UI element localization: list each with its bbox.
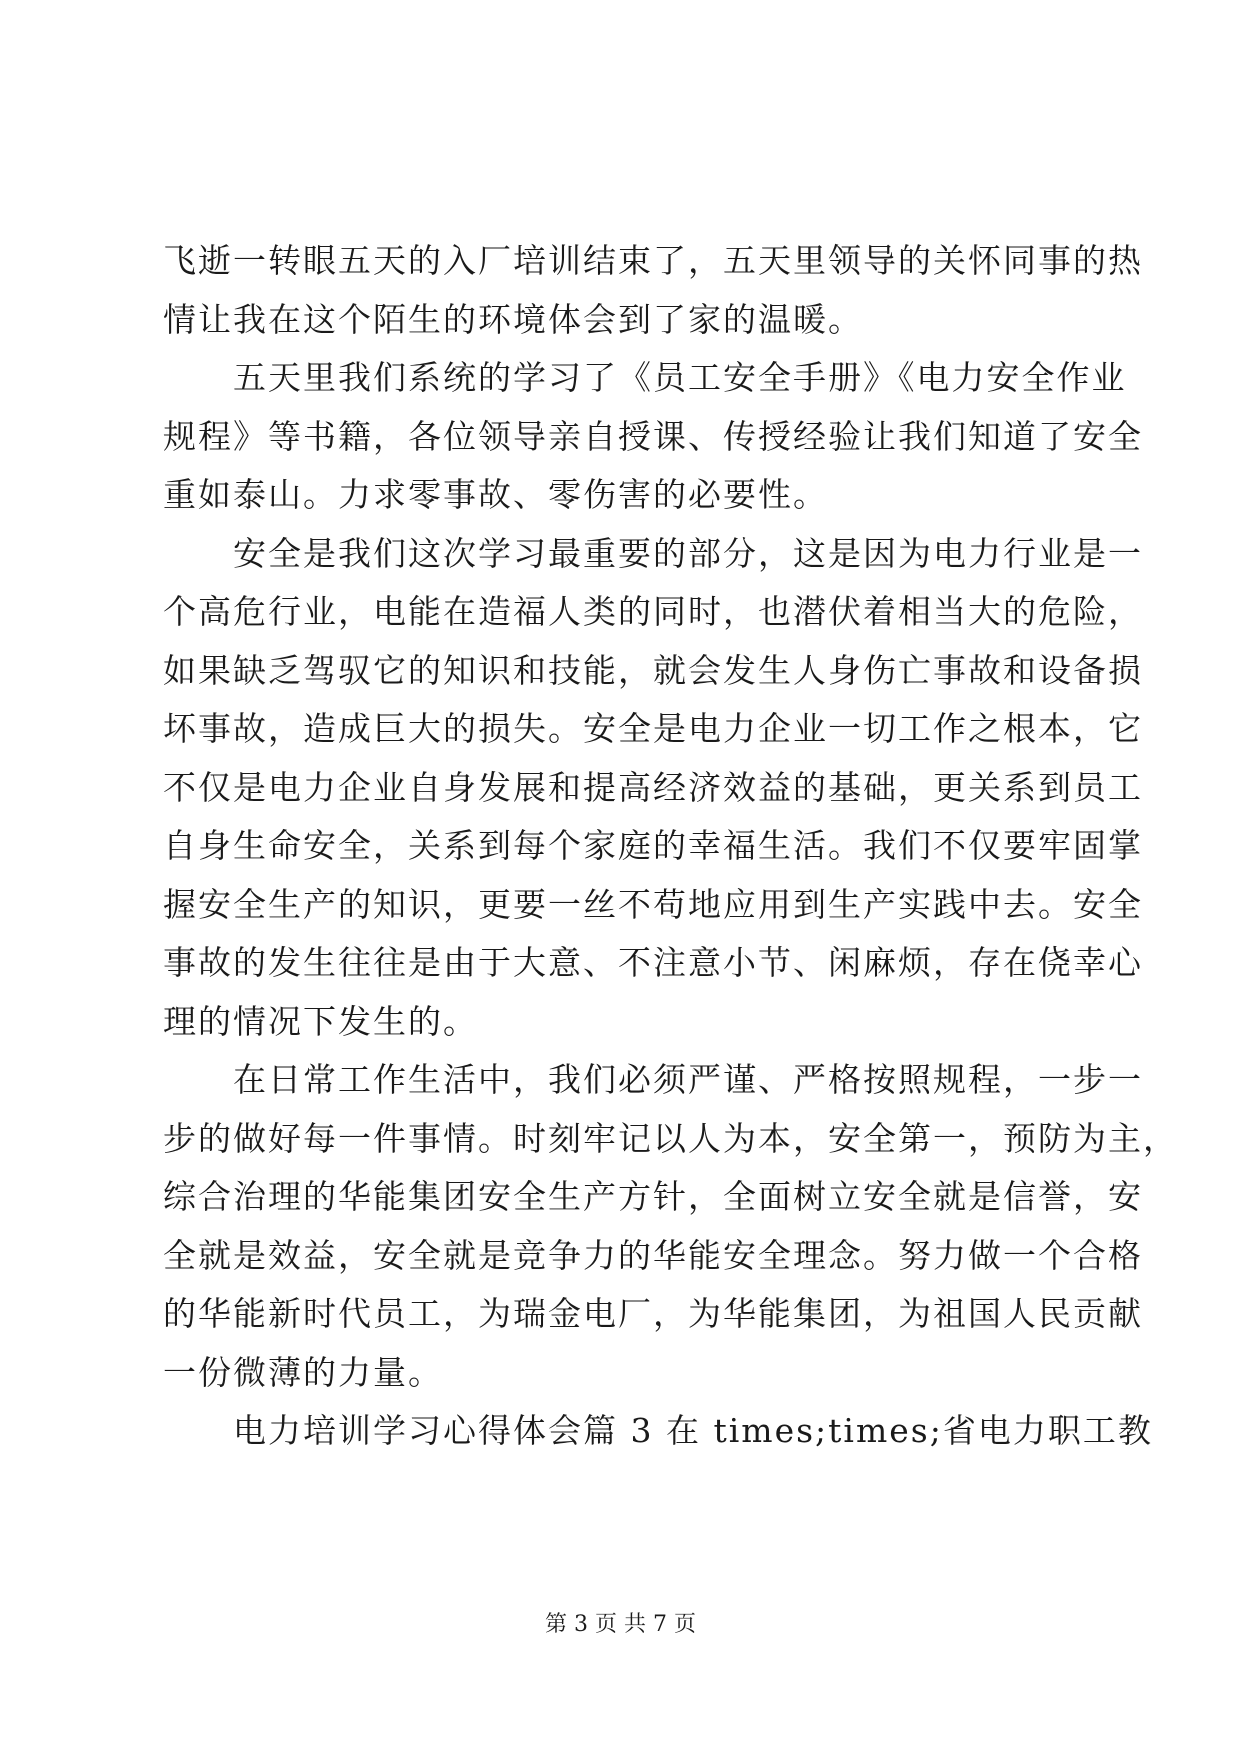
text-line: 全就是效益，安全就是竞争力的华能安全理念。努力做一个合格 [163,1235,1143,1275]
text-line: 的华能新时代员工，为瑞金电厂，为华能集团，为祖国人民贡献 [163,1294,1143,1333]
text-line: 电力培训学习心得体会篇 3 在 times;times;省电力职工教 [233,1411,1153,1450]
text-line: 个高危行业，电能在造福人类的同时，也潜伏着相当大的危险， [163,592,1143,631]
paragraph-2 [163,349,1143,525]
text-line: 综合治理的华能集团安全生产方针，全面树立安全就是信誉，安 [163,1177,1143,1216]
page-number-footer: 第 3 页 共 7 页 [545,1612,696,1637]
text-line: 坏事故，造成巨大的损失。安全是电力企业一切工作之根本，它 [163,709,1143,748]
paragraph-5 [163,1402,1153,1461]
text-line: 步的做好每一件事情。时刻牢记以人为本，安全第一，预防为主， [163,1118,1178,1158]
text-line: 理的情况下发生的。 [163,1001,478,1041]
text-line: 重如泰山。力求零事故、零伤害的必要性。 [163,475,828,514]
paragraph-4 [163,1051,1178,1402]
text-line: 握安全生产的知识，更要一丝不苟地应用到生产实践中去。安全 [163,884,1143,924]
text-line: 事故的发生往往是由于大意、不注意小节、闲麻烦，存在侥幸心 [163,943,1143,982]
document-body [163,232,1178,1461]
text-line: 五天里我们系统的学习了《员工安全手册》《电力安全作业 [233,358,1127,397]
text-line: 自身生命安全，关系到每个家庭的幸福生活。我们不仅要牢固掌 [163,826,1143,865]
text-line: 在日常工作生活中，我们必须严谨、严格按照规程，一步一 [233,1060,1143,1099]
text-line: 不仅是电力企业自身发展和提高经济效益的基础，更关系到员工 [163,767,1143,807]
text-line: 安全是我们这次学习最重要的部分，这是因为电力行业是一 [233,533,1143,573]
paragraph-1 [163,232,1143,349]
text-line: 一份微薄的力量。 [163,1352,443,1392]
text-line: 规程》等书籍，各位领导亲自授课、传授经验让我们知道了安全 [163,416,1143,456]
text-line: 飞逝一转眼五天的入厂培训结束了，五天里领导的关怀同事的热 [163,241,1143,280]
paragraph-3 [163,525,1143,1052]
text-line: 情让我在这个陌生的环境体会到了家的温暖。 [163,299,863,339]
text-line: 如果缺乏驾驭它的知识和技能，就会发生人身伤亡事故和设备损 [163,650,1143,690]
